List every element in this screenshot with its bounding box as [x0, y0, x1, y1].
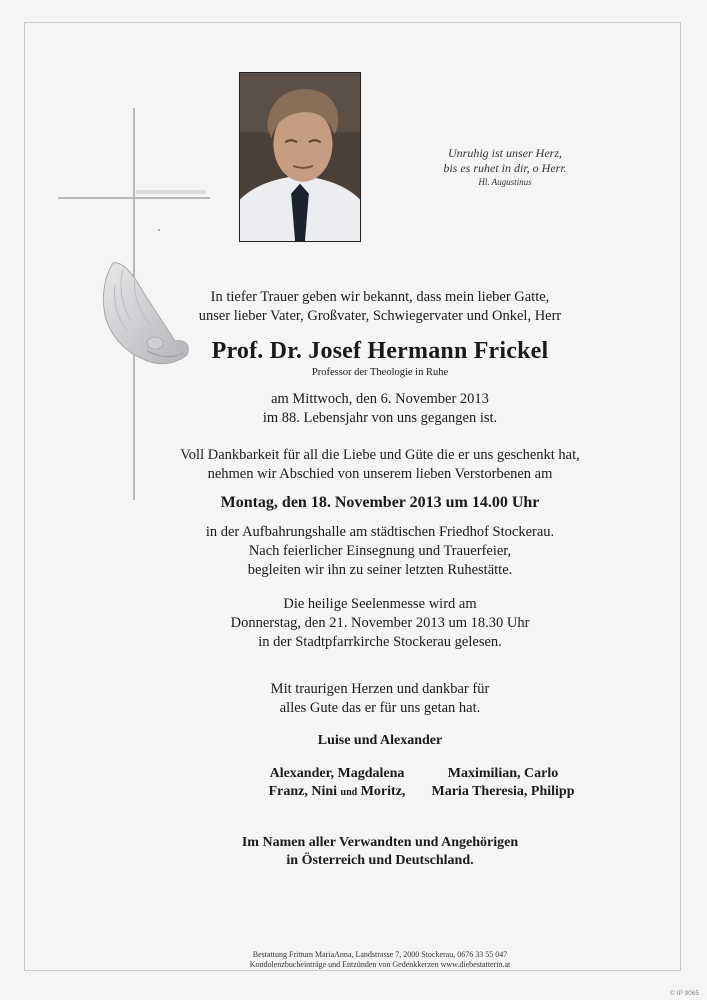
family-line: Alexander, Magdalena: [269, 766, 405, 781]
bible-quote: [400, 146, 610, 188]
footer-address: Bestattung Frittum MariaAnna, Landstrasse 7, 2000 Stockerau, 0676 33 55 047: [252, 950, 508, 959]
closing-line: Mit traurigen Herzen und dankbar für: [270, 681, 490, 697]
mass-line: Donnerstag, den 21. November 2013 um 18.30 Uhr: [230, 615, 530, 631]
closing-line: alles Gute das er für uns getan hat.: [279, 700, 481, 716]
decorative-dot: [158, 229, 160, 231]
family-line: Maximilian, Carlo: [447, 766, 559, 781]
mass-line: Die heilige Seelenmesse wird am: [283, 596, 477, 612]
quote-author: Hl. Augustinus: [478, 177, 532, 187]
memorial-mass: [160, 595, 600, 652]
relatives-text: [160, 834, 600, 870]
location-line: begleiten wir ihn zu seiner letzten Ruhestätte.: [247, 562, 513, 578]
location-line: in der Aufbahrungshalle am städtischen Friedhof Stockerau.: [205, 524, 555, 540]
portrait-photo: [239, 72, 361, 242]
quote-line: bis es ruhet in dir, o Herr.: [443, 161, 567, 175]
death-age: im 88. Lebensjahr von uns gegangen ist.: [262, 410, 498, 426]
funeral-date: Montag, den 18. November 2013 um 14.00 Uhr: [220, 494, 540, 511]
gratitude-text: [160, 446, 600, 484]
print-code: © IP 9065: [670, 990, 699, 997]
funeral-home-footer: [160, 950, 600, 970]
announcement-line: In tiefer Trauer geben wir bekannt, dass mein lieber Gatte,: [210, 289, 550, 305]
deceased-title: Professor der Theologie in Ruhe: [311, 367, 449, 378]
relatives-line: Im Namen aller Verwandten und Angehörigen: [241, 835, 519, 850]
quote-line: Unruhig ist unser Herz,: [447, 146, 562, 160]
family-names: Moritz,: [357, 784, 406, 799]
family-names: Franz, Nini: [268, 784, 341, 799]
family-right-column: [418, 765, 588, 801]
footer-website: Kondolenzbucheinträge und Entzünden von Gedenkkerzen www.diebestatterin.at: [249, 960, 511, 969]
announcement-line: unser lieber Vater, Großvater, Schwiegervater und Onkel, Herr: [198, 308, 562, 324]
spouse-names: Luise und Alexander: [317, 733, 443, 748]
family-left-column: [262, 765, 412, 802]
funeral-location: [160, 523, 600, 580]
cross-horizontal-beam: [58, 197, 210, 199]
family-line: Maria Theresia, Philipp: [431, 784, 575, 799]
cross-shadow: [136, 190, 206, 194]
family-line: [262, 783, 412, 802]
relatives-line: in Österreich und Deutschland.: [286, 853, 474, 868]
mass-line: in der Stadtpfarrkirche Stockerau gelesen.: [258, 634, 502, 650]
death-date: am Mittwoch, den 6. November 2013: [271, 391, 489, 407]
gratitude-line: nehmen wir Abschied von unserem lieben Verstorbenen am: [207, 466, 553, 482]
closing-text: [160, 680, 600, 718]
death-info: [160, 390, 600, 428]
announcement: [160, 288, 600, 326]
family-und: und: [340, 787, 358, 798]
gratitude-line: Voll Dankbarkeit für all die Liebe und Güte die er uns geschenkt hat,: [180, 447, 580, 463]
deceased-name: Prof. Dr. Josef Hermann Frickel: [211, 338, 549, 364]
location-line: Nach feierlicher Einsegnung und Trauerfeier,: [248, 543, 512, 559]
